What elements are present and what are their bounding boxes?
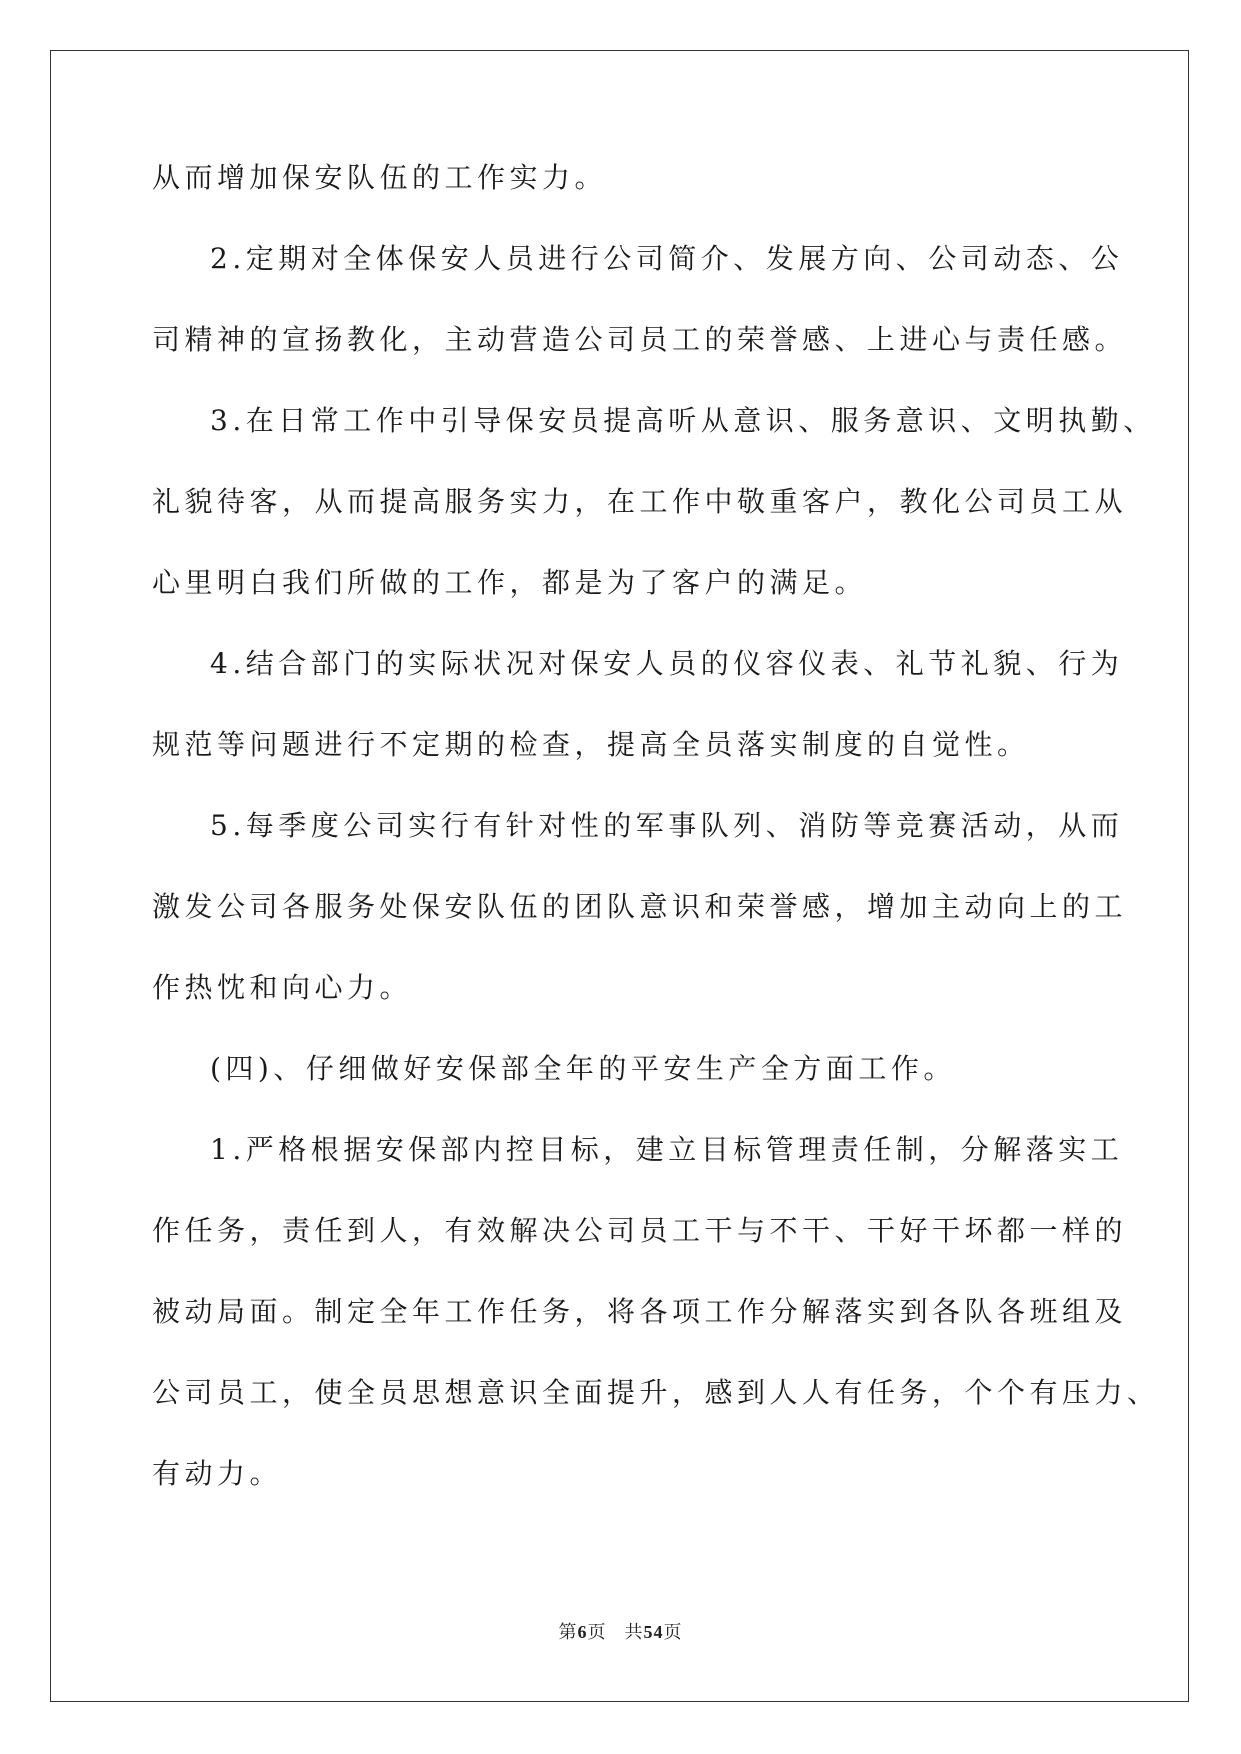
text-line: 礼貌待客，从而提高服务实力，在工作中敬重客户，教化公司员工从 [152,485,1128,518]
page-suffix: 页 [587,1622,607,1643]
text-line: 有动力。 [152,1457,283,1490]
page-prefix: 第 [558,1622,578,1643]
document-body [152,161,1160,1541]
text-line: 3.在日常工作中引导保安员提高听从意识、服务意识、文明执勤、 [210,404,1156,437]
text-line: 司精神的宣扬教化，主动营造公司员工的荣誉感、上进心与责任感。 [152,323,1128,356]
text-line: 4.结合部门的实际状况对保安人员的仪容仪表、礼节礼貌、行为 [210,647,1124,680]
text-line: (四)、仔细做好安保部全年的平安生产全方面工作。 [210,1052,956,1085]
total-pages: 54 [643,1622,664,1642]
text-line: 2.定期对全体保安人员进行公司简介、发展方向、公司动态、公 [210,242,1124,275]
text-line: 心里明白我们所做的工作，都是为了客户的满足。 [152,566,868,599]
text-line: 作热忱和向心力。 [152,971,413,1004]
text-line: 被动局面。制定全年工作任务，将各项工作分解落实到各队各班组及 [152,1295,1128,1328]
text-line: 5.每季度公司实行有针对性的军事队列、消防等竞赛活动，从而 [210,809,1124,842]
text-line: 激发公司各服务处保安队伍的团队意识和荣誉感，增加主动向上的工 [152,890,1128,923]
text-line: 公司员工，使全员思想意识全面提升，感到人人有任务，个个有压力、 [152,1376,1160,1409]
text-line: 规范等问题进行不定期的检查，提高全员落实制度的自觉性。 [152,728,1030,761]
page-footer [0,1622,1241,1643]
text-line: 作任务，责任到人，有效解决公司员工干与不干、干好干坏都一样的 [152,1214,1128,1247]
total-prefix: 共 [624,1622,644,1643]
text-line: 从而增加保安队伍的工作实力。 [152,161,608,194]
text-line: 1.严格根据安保部内控目标，建立目标管理责任制，分解落实工 [210,1133,1124,1166]
total-suffix: 页 [663,1622,683,1643]
page-number: 6 [577,1622,588,1642]
